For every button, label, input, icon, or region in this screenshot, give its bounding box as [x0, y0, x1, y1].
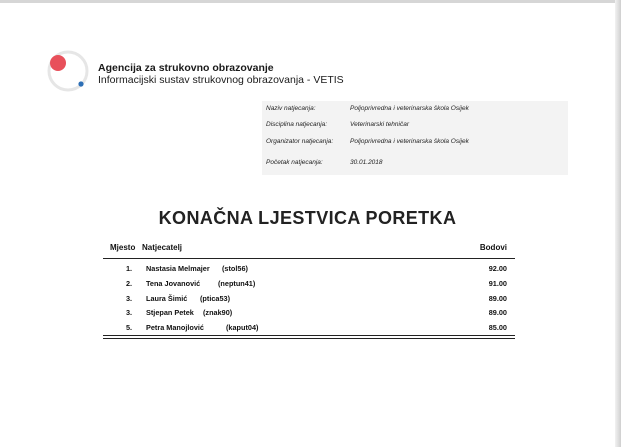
table-row: [0, 264, 615, 278]
points: 85.00: [488, 323, 507, 332]
table-row: [0, 308, 615, 322]
page-title: KONAČNA LJESTVICA PORETKA: [158, 208, 457, 228]
info-value: 30.01.2018: [350, 159, 383, 166]
page-right-edge: [615, 0, 621, 447]
agency-logo-icon: [47, 50, 89, 92]
table-row: [0, 294, 615, 308]
points: 89.00: [488, 294, 507, 303]
table-footer-divider: [103, 335, 515, 336]
competition-info-box: [262, 101, 568, 175]
competitor-username: (neptun41): [218, 279, 256, 288]
info-value: Poljoprivredna i veterinarska škola Osijek: [350, 105, 469, 112]
competitor-name: Tena Jovanović: [146, 279, 201, 288]
header-competitor: Natjecatelj: [142, 243, 183, 252]
competitor-name: Stjepan Petek: [146, 308, 194, 317]
info-value: Veterinarski tehničar: [350, 121, 410, 128]
points: 92.00: [488, 264, 507, 273]
table-footer-divider-double: [103, 338, 515, 339]
competitor-name: Petra Manojlović: [146, 323, 204, 332]
info-label: Naziv natjecanja:: [266, 105, 316, 112]
info-label: Disciplina natjecanja:: [266, 121, 328, 128]
info-value: Poljoprivredna i veterinarska škola Osijek: [350, 138, 469, 145]
competitor-name: Nastasia Melmajer: [146, 264, 210, 273]
rank: 5.: [126, 323, 133, 332]
info-label: Početak natjecanja:: [266, 159, 323, 166]
competitor-username: (kaput04): [226, 323, 259, 332]
rank: 2.: [126, 279, 133, 288]
header-points: Bodovi: [479, 243, 507, 252]
competitor-username: (ptica53): [200, 294, 231, 303]
table-header-divider: [103, 258, 515, 259]
info-label: Organizator natjecanja:: [266, 138, 334, 145]
rank: 3.: [126, 294, 133, 303]
organization-name: Agencija za strukovno obrazovanje: [98, 62, 274, 74]
competitor-username: (znak90): [203, 308, 233, 317]
points: 89.00: [488, 308, 507, 317]
rank: 1.: [126, 264, 133, 273]
header-place: Mjesto: [110, 243, 136, 252]
competitor-username: (stol56): [222, 264, 248, 273]
organization-header: [98, 62, 344, 86]
organization-subtitle: Informacijski sustav strukovnog obrazovanja - VETIS: [98, 74, 344, 86]
table-row: [0, 279, 615, 293]
rank: 3.: [126, 308, 133, 317]
competitor-name: Laura Šimić: [146, 294, 188, 303]
points: 91.00: [488, 279, 507, 288]
